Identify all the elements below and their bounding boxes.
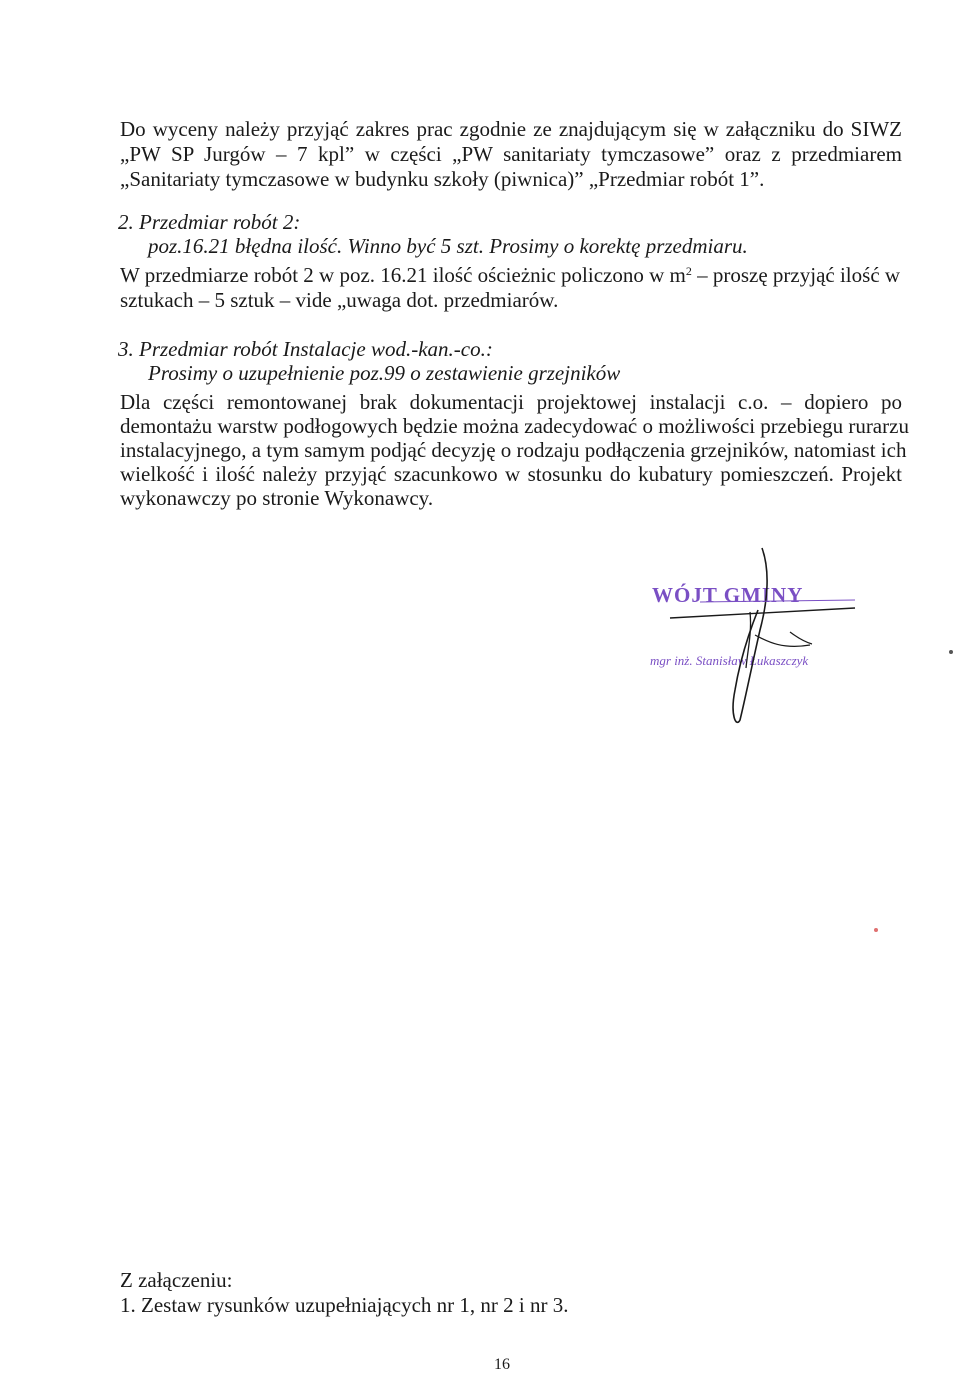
section-3-answer-line-5: wykonawczy po stronie Wykonawcy. <box>120 486 434 510</box>
section-3-answer-line-1: Dla części remontowanej brak dokumentacji projektowej instalacji c.o. – dopiero po <box>120 390 902 414</box>
section-2-item: poz.16.21 błędna ilość. Winno być 5 szt. Prosimy o korektę przedmiaru. <box>148 234 748 258</box>
section-2-answer-main <box>120 263 900 287</box>
section-3-heading: 3. Przedmiar robót Instalacje wod.-kan.-co.: <box>118 337 493 361</box>
section-3-item: Prosimy o uzupełnienie poz.99 o zestawienie grzejników <box>148 361 621 385</box>
section-2-heading: 2. Przedmiar robót 2: <box>118 210 301 234</box>
section-3-answer-line-4: wielkość i ilość należy przyjąć szacunkowo w stosunku do kubatury pomieszczeń. Projekt <box>120 462 902 486</box>
attachment-item-1: 1. Zestaw rysunków uzupełniających nr 1, nr 2 i nr 3. <box>120 1293 569 1317</box>
section-3-answer-line-2: demontażu warstw podłogowych będzie można zadecydować o możliwości przebiegu rurarzu <box>120 414 909 438</box>
section-2-answer-text: W przedmiarze robót 2 w poz. 16.21 ilość ościeżnic policzono w m <box>120 263 686 287</box>
intro-line-1: Do wyceny należy przyjąć zakres prac zgodnie ze znajdującym się w załączniku do SIWZ <box>120 117 902 141</box>
section-3-answer-line-3: instalacyjnego, a tym samym podjąć decyzję o rodzaju podłączenia grzejników, natomiast ich <box>120 438 907 462</box>
handwritten-signature <box>640 540 880 730</box>
intro-line-2: „PW SP Jurgów – 7 kpl” w części „PW sanitariaty tymczasowe” oraz z przedmiarem <box>120 142 902 166</box>
section-2-answer-line-2: sztukach – 5 sztuk – vide „uwaga dot. przedmiarów. <box>120 288 559 312</box>
stamp-name: mgr inż. Stanisław Łukaszczyk <box>650 653 809 668</box>
superscript-2: 2 <box>685 264 692 278</box>
section-2-answer-line-1 <box>120 263 902 287</box>
stamp-title: WÓJT GMINY <box>652 583 804 607</box>
intro-line-3: „Sanitariaty tymczasowe w budynku szkoły (piwnica)” „Przedmiar robót 1”. <box>120 167 765 191</box>
attachments-heading: Z załączeniu: <box>120 1268 233 1292</box>
scan-mark <box>949 650 953 654</box>
page-number: 16 <box>494 1356 510 1373</box>
scan-mark-red <box>874 928 878 932</box>
section-2-answer-tail: – proszę przyjąć ilość w <box>691 263 901 287</box>
